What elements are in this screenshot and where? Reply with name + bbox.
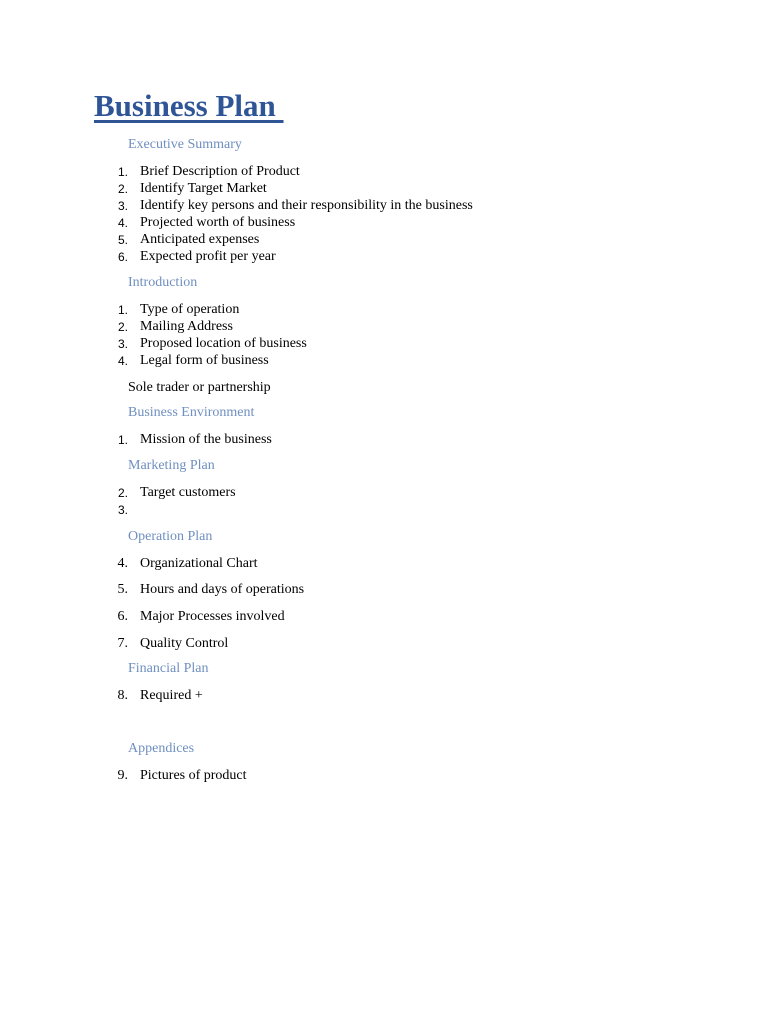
list-text: Type of operation [140,302,240,317]
list-number: 4. [117,216,128,230]
section-heading-appendices: Appendices [128,741,195,756]
section-heading-operation-plan: Operation Plan [128,529,213,544]
introduction-note: Sole trader or partnership [128,380,271,395]
page-title: Business Plan [94,88,284,123]
list-text: Mission of the business [140,432,272,447]
list-text: Mailing Address [140,319,233,334]
list-number: 1. [117,303,128,317]
list-text: Proposed location of business [140,336,307,351]
list-text: Hours and days of operations [140,582,305,597]
list-number: 3. [117,199,128,213]
list-number: 1. [117,165,128,179]
list-number: 2. [117,486,128,500]
list-text: Legal form of business [140,353,269,368]
list-text: Projected worth of business [140,215,296,230]
list-text: Anticipated expenses [140,232,260,247]
list-number: 6. [117,250,128,264]
list-text: Major Processes involved [140,609,285,624]
list-text: Required + [140,688,203,703]
list-text: Target customers [140,485,236,500]
list-text: Expected profit per year [140,249,276,264]
list-text: Quality Control [140,636,229,651]
list-number: 9. [117,768,128,783]
list-number: 1. [117,433,128,447]
section-heading-introduction: Introduction [128,275,198,290]
list-number: 2. [117,320,128,334]
list-text: Brief Description of Product [140,164,300,179]
list-number: 5. [117,582,128,597]
list-text: Pictures of product [140,768,247,783]
list-number: 7. [117,636,128,651]
list-number: 4. [117,556,128,571]
list-text: Organizational Chart [140,556,258,571]
list-number: 8. [117,688,128,703]
section-heading-financial-plan: Financial Plan [128,661,209,676]
list-number: 4. [117,354,128,368]
list-text: Identify Target Market [140,181,267,196]
list-number: 6. [117,609,128,624]
list-number: 5. [117,233,128,247]
list-text: Identify key persons and their responsibility in the business [140,198,473,213]
section-heading-marketing-plan: Marketing Plan [128,458,215,473]
list-number: 3. [117,503,128,517]
list-number: 2. [117,182,128,196]
section-heading-executive-summary: Executive Summary [128,137,242,152]
section-heading-business-environment: Business Environment [128,405,255,420]
list-number: 3. [117,337,128,351]
